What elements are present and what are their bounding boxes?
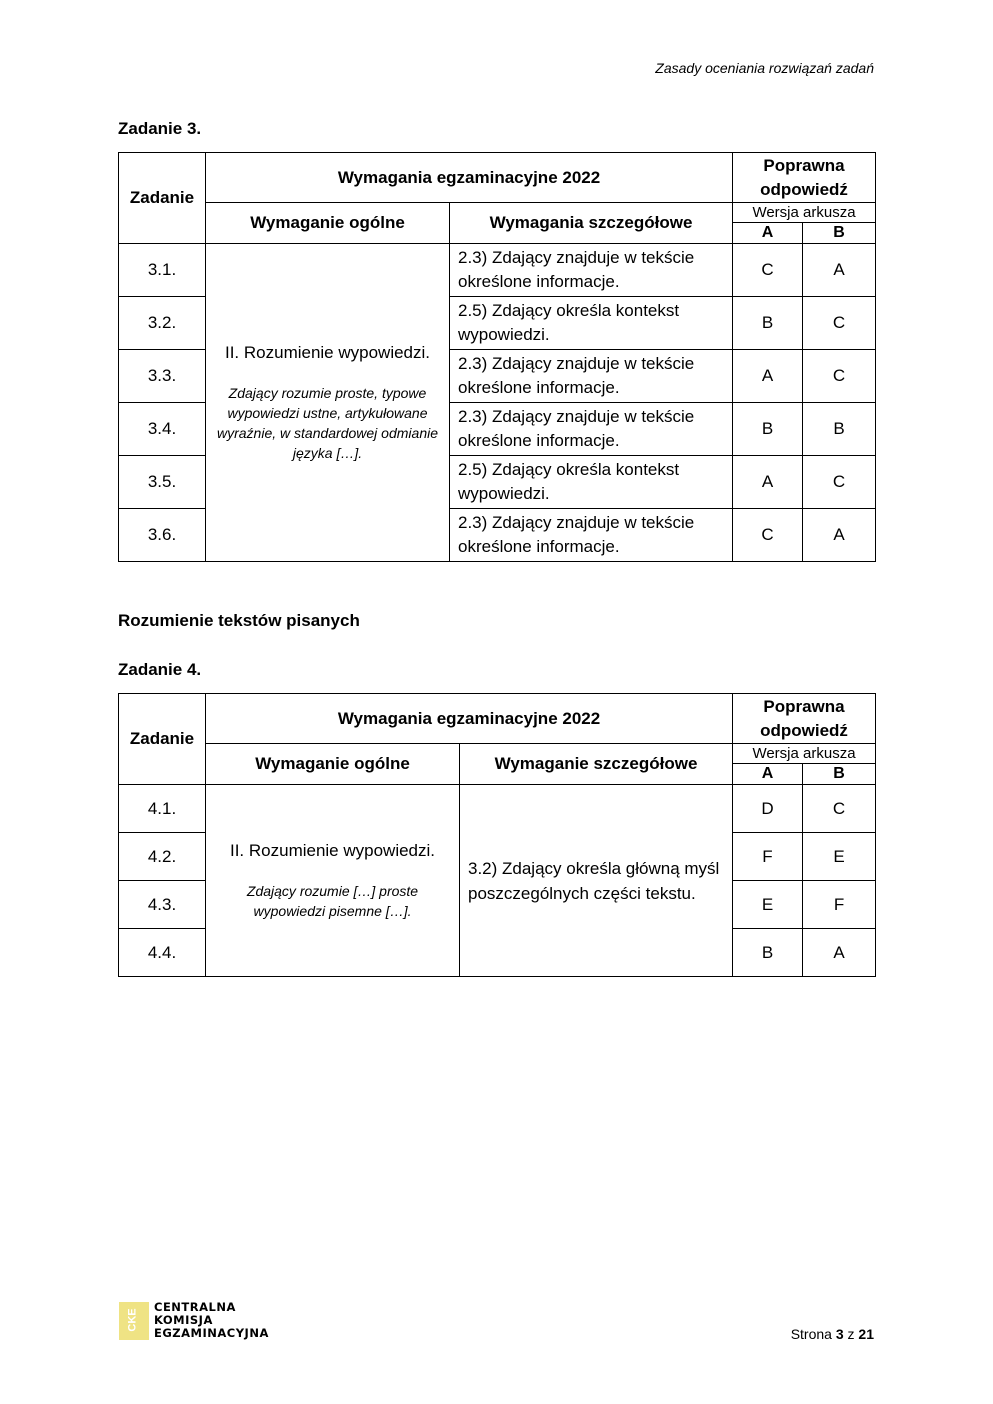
general-requirement-note: Zdający rozumie proste, typowe wypowiedzi ustne, artykułowane wyraźnie, w standardowej odmianie języka […].: [217, 384, 438, 461]
document-header: Zasady oceniania rozwiązań zadań: [655, 60, 874, 76]
answer-b: C: [803, 350, 876, 403]
task-number: 3.4.: [119, 403, 206, 456]
detailed-requirement: 3.2) Zdający określa główną myśl poszczególnych części tekstu.: [460, 785, 733, 977]
page-number: [791, 1326, 874, 1342]
col-header-detailed: Wymagania szczegółowe: [450, 203, 733, 244]
answer-a: A: [733, 350, 803, 403]
page-separator: z: [847, 1326, 855, 1342]
answer-b: A: [803, 509, 876, 562]
detailed-requirement: 2.3) Zdający znajduje w tekście określone informacje.: [450, 403, 733, 456]
task4-table: [118, 693, 876, 977]
answer-b: A: [803, 244, 876, 297]
col-header-requirements: Wymagania egzaminacyjne 2022: [206, 153, 733, 203]
task-number: 3.3.: [119, 350, 206, 403]
task-number: 3.6.: [119, 509, 206, 562]
answer-a: A: [733, 456, 803, 509]
col-header-answer: Poprawna odpowiedź: [733, 153, 876, 203]
task-number: 4.4.: [119, 929, 206, 977]
answer-b: E: [803, 833, 876, 881]
detailed-requirement: 2.3) Zdający znajduje w tekście określone informacje.: [450, 244, 733, 297]
col-header-requirements: Wymagania egzaminacyjne 2022: [206, 694, 733, 744]
task-number: 3.2.: [119, 297, 206, 350]
col-header-general: Wymaganie ogólne: [206, 744, 460, 785]
answer-b: C: [803, 785, 876, 833]
task-number: 4.1.: [119, 785, 206, 833]
answer-b: C: [803, 297, 876, 350]
detailed-requirement: 2.3) Zdający znajduje w tekście określone informacje.: [450, 350, 733, 403]
answer-a: B: [733, 403, 803, 456]
logo-line-3: EGZAMINACYJNA: [154, 1326, 269, 1340]
col-header-task: Zadanie: [119, 153, 206, 244]
col-header-version-a: A: [733, 764, 803, 785]
col-header-version: Wersja arkusza: [733, 203, 876, 223]
col-header-detailed: Wymaganie szczegółowe: [460, 744, 733, 785]
task-number: 3.1.: [119, 244, 206, 297]
answer-a: E: [733, 881, 803, 929]
task-number: 4.2.: [119, 833, 206, 881]
answer-a: D: [733, 785, 803, 833]
page-prefix: Strona: [790, 1326, 832, 1342]
col-header-version-b: B: [803, 223, 876, 244]
col-header-version-a: A: [733, 223, 803, 244]
general-requirement: [206, 244, 450, 562]
cke-logo-mark-text: CKE: [126, 1307, 139, 1332]
answer-a: C: [733, 509, 803, 562]
col-header-general: Wymaganie ogólne: [206, 203, 450, 244]
cke-logo-text: [154, 1301, 269, 1340]
task3-table: [118, 152, 876, 562]
answer-b: B: [803, 403, 876, 456]
task4-heading: Zadanie 4.: [118, 660, 202, 679]
answer-a: B: [733, 929, 803, 977]
answer-a: C: [733, 244, 803, 297]
answer-a: F: [733, 833, 803, 881]
logo-line-1: CENTRALNA: [154, 1300, 236, 1314]
table-row: [119, 244, 876, 297]
general-requirement: [206, 785, 460, 977]
task3-heading: Zadanie 3.: [118, 119, 202, 138]
general-requirement-main: II. Rozumienie wypowiedzi.: [229, 840, 436, 860]
answer-b: F: [803, 881, 876, 929]
answer-b: A: [803, 929, 876, 977]
col-header-version-b: B: [803, 764, 876, 785]
detailed-requirement: 2.5) Zdający określa kontekst wypowiedzi.: [450, 456, 733, 509]
table-row: [119, 785, 876, 833]
task-number: 3.5.: [119, 456, 206, 509]
page-current: 3: [835, 1326, 844, 1342]
logo-line-2: KOMISJA: [154, 1313, 213, 1327]
detailed-requirement: 2.3) Zdający znajduje w tekście określone informacje.: [450, 509, 733, 562]
answer-b: C: [803, 456, 876, 509]
cke-logo: [119, 1301, 269, 1340]
task-number: 4.3.: [119, 881, 206, 929]
general-requirement-note: Zdający rozumie […] proste wypowiedzi pisemne […].: [246, 882, 419, 919]
cke-logo-mark: [119, 1302, 149, 1340]
general-requirement-main: II. Rozumienie wypowiedzi.: [224, 342, 431, 362]
answer-a: B: [733, 297, 803, 350]
detailed-requirement: 2.5) Zdający określa kontekst wypowiedzi.: [450, 297, 733, 350]
col-header-version: Wersja arkusza: [733, 744, 876, 764]
col-header-task: Zadanie: [119, 694, 206, 785]
page-total: 21: [858, 1326, 874, 1342]
section-heading: Rozumienie tekstów pisanych: [118, 611, 360, 630]
col-header-answer: Poprawna odpowiedź: [733, 694, 876, 744]
